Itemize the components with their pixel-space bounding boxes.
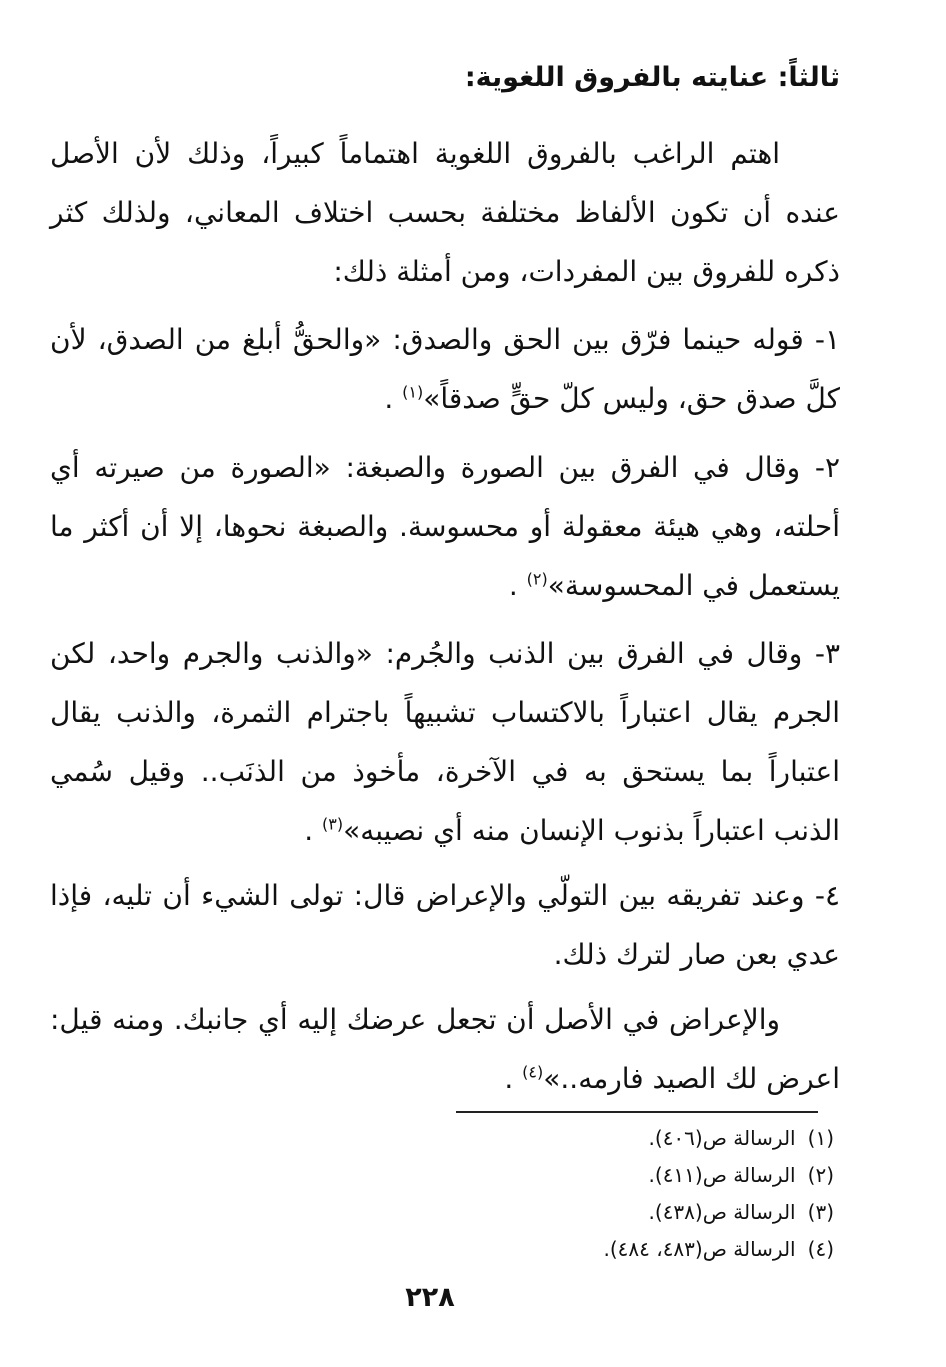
footnote-text: الرسالة ص(٤٨٣، ٤٨٤). — [603, 1237, 796, 1261]
footnote-item — [334, 1120, 834, 1157]
example-2-end: . — [508, 569, 518, 602]
example-2 — [50, 438, 840, 615]
book-page — [40, 40, 840, 1340]
footnote-text: الرسالة ص(٤٣٨). — [648, 1200, 796, 1224]
footnote-number: (٢) — [807, 1163, 834, 1187]
example-1 — [50, 310, 840, 428]
footnote-ref-3: (٣) — [322, 814, 344, 834]
footnote-number: (٤) — [807, 1237, 834, 1261]
section-heading: ثالثاً: عنايته بالفروق اللغوية: — [464, 62, 840, 93]
continuation-paragraph — [50, 990, 840, 1108]
example-1-end: . — [384, 382, 394, 415]
footnote-ref-4: (٤) — [522, 1062, 544, 1082]
continuation-text: والإعراض في الأصل أن تجعل عرضك إليه أي جانبك. ومنه قيل: اعرض لك الصيد فارمه..» — [50, 1003, 840, 1095]
continuation-end: . — [504, 1062, 514, 1095]
footnote-ref-2: (٢) — [526, 569, 548, 589]
page-number: ٢٢٨ — [405, 1282, 455, 1313]
example-4-text: ٤- وعند تفريقه بين التولّي والإعراض قال: تولى الشيء أن تليه، فإذا عدي بعن صار لترك ذلك. — [50, 879, 840, 971]
footnote-number: (٣) — [807, 1200, 834, 1224]
footnote-item — [334, 1194, 834, 1231]
example-3-end: . — [304, 814, 314, 847]
footnote-text: الرسالة ص(٤٠٦). — [648, 1126, 796, 1150]
example-3 — [50, 624, 840, 860]
footnote-item — [334, 1157, 834, 1194]
footnotes-list — [334, 1120, 834, 1268]
intro-paragraph: اهتم الراغب بالفروق اللغوية اهتماماً كبيراً، وذلك لأن الأصل عنده أن تكون الألفاظ مختلفة بحسب اختلاف المعاني، ولذلك كثر ذكره للفروق بين المفردات، ومن أمثلة ذلك: — [50, 137, 840, 288]
example-1-text: ١- قوله حينما فرّق بين الحق والصدق: «والحقُّ أبلغ من الصدق، لأن كلَّ صدق حق، وليس كلّ حقٍّ صدقاً» — [50, 323, 840, 415]
footnote-text: الرسالة ص(٤١١). — [648, 1163, 796, 1187]
footnote-number: (١) — [807, 1126, 834, 1150]
example-2-text: ٢- وقال في الفرق بين الصورة والصبغة: «الصورة من صيرته أي أحلته، وهي هيئة معقولة أو محسوسة. والصبغة نحوها، إلا أن أكثر ما يستعمل في المحسوسة» — [50, 451, 840, 602]
footnote-divider — [456, 1111, 818, 1113]
footnote-item — [334, 1231, 834, 1268]
example-4 — [50, 866, 840, 984]
example-3-text: ٣- وقال في الفرق بين الذنب والجُرم: «والذنب والجرم واحد، لكن الجرم يقال اعتباراً بالاكتساب تشبيهاً باجترام الثمرة، والذنب يقال اعتباراً بما يستحق به في الآخرة، مأخوذ من الذنَب.. وقيل سُمي الذنب اعتباراً بذنوب الإنسان منه أي نصيبه» — [50, 637, 840, 847]
footnote-ref-1: (١) — [402, 382, 424, 402]
